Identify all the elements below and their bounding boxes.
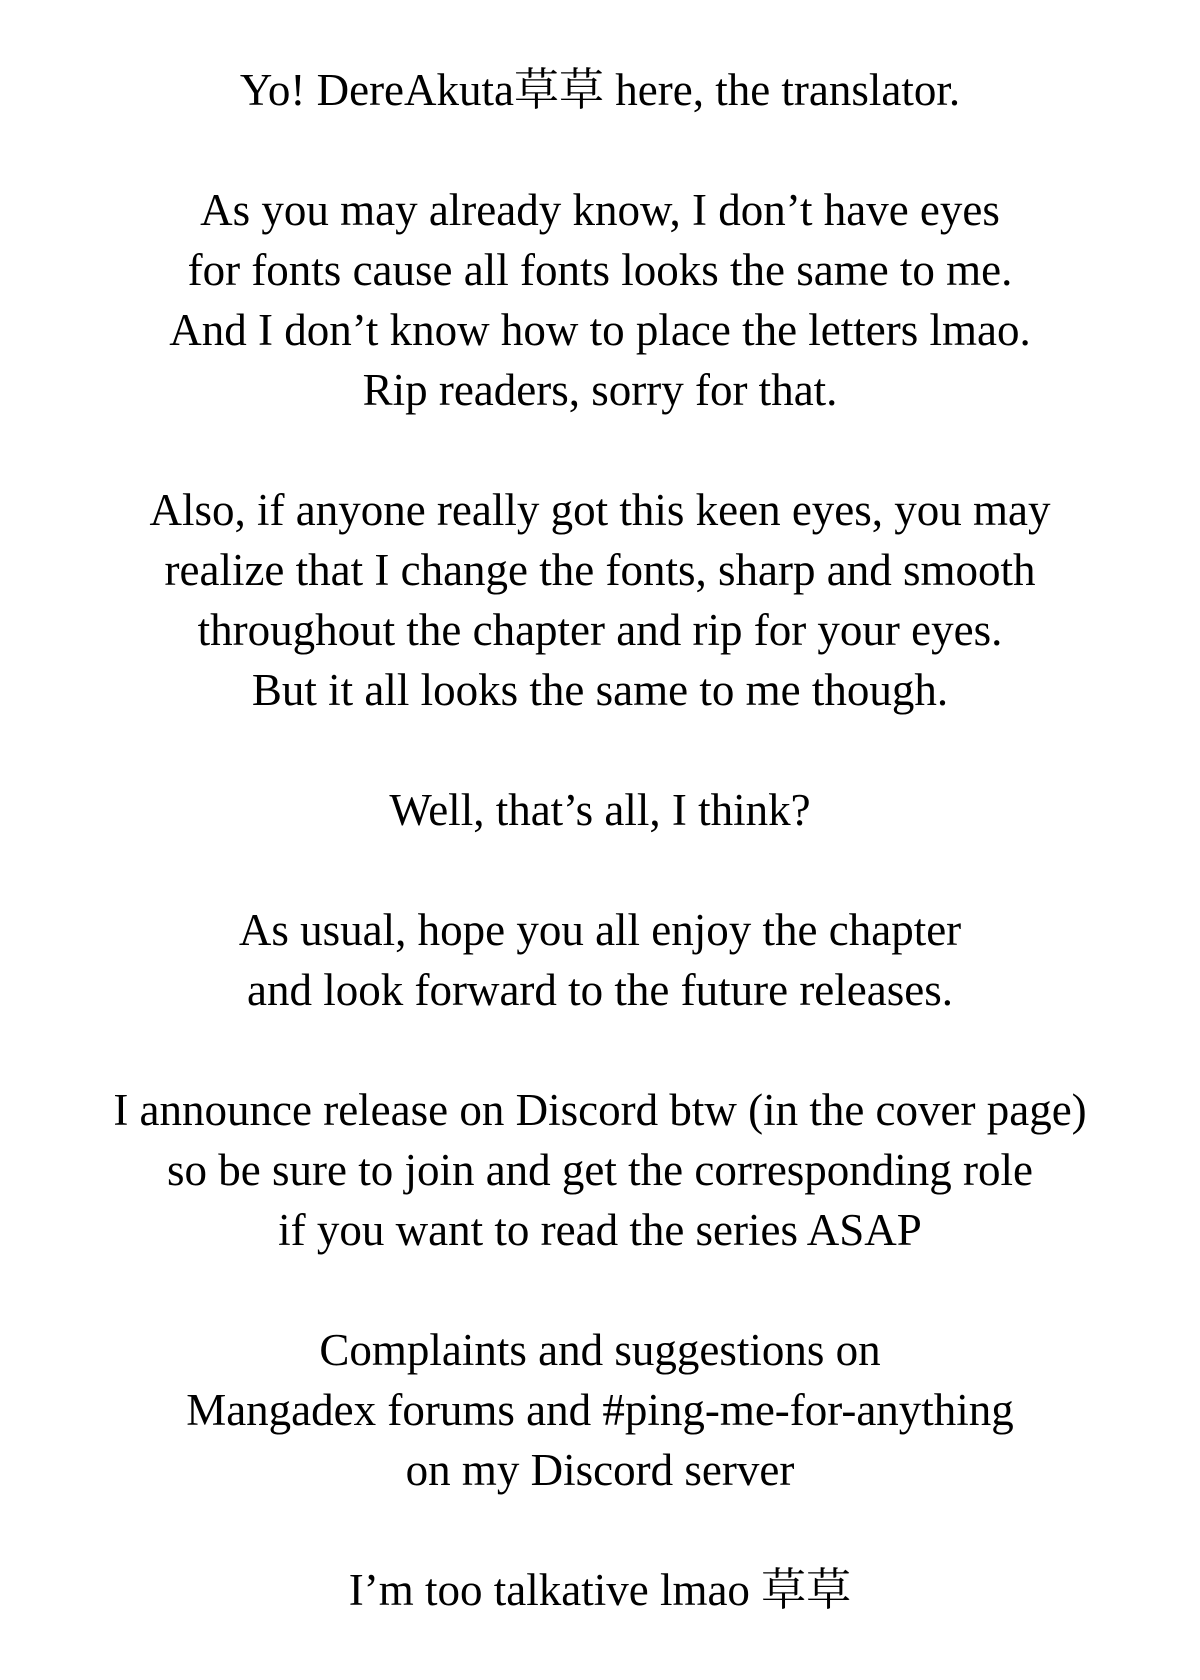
discord-paragraph-line-2: so be sure to join and get the corresponding role bbox=[166, 1145, 1034, 1195]
fonts-paragraph-line-1: As you may already know, I don’t have eyes bbox=[200, 185, 1000, 235]
complaints-paragraph-line-1: Complaints and suggestions on bbox=[319, 1325, 881, 1375]
keen-eyes-paragraph-line-4: But it all looks the same to me though. bbox=[251, 665, 949, 715]
discord-paragraph-line-1: I announce release on Discord btw (in the cover page) bbox=[113, 1085, 1087, 1135]
discord-paragraph-line-3: if you want to read the series ASAP bbox=[278, 1205, 922, 1255]
complaints-paragraph-line-2: Mangadex forums and #ping-me-for-anything bbox=[186, 1385, 1014, 1435]
fonts-paragraph-line-2: for fonts cause all fonts looks the same to me. bbox=[187, 245, 1013, 295]
thats-all-line: Well, that’s all, I think? bbox=[389, 785, 811, 835]
enjoy-paragraph-line-2: and look forward to the future releases. bbox=[247, 965, 953, 1015]
enjoy-paragraph-line-1: As usual, hope you all enjoy the chapter bbox=[238, 905, 962, 955]
keen-eyes-paragraph-line-1: Also, if anyone really got this keen eyes, you may bbox=[149, 485, 1051, 535]
keen-eyes-paragraph-line-3: throughout the chapter and rip for your eyes. bbox=[197, 605, 1003, 655]
fonts-paragraph-line-3: And I don’t know how to place the letters lmao. bbox=[169, 305, 1031, 355]
keen-eyes-paragraph-line-2: realize that I change the fonts, sharp and smooth bbox=[164, 545, 1036, 595]
greeting-line: Yo! DereAkuta草草 here, the translator. bbox=[239, 65, 961, 115]
fonts-paragraph-line-4: Rip readers, sorry for that. bbox=[362, 365, 838, 415]
complaints-paragraph-line-3: on my Discord server bbox=[405, 1445, 795, 1495]
closing-line: I’m too talkative lmao 草草 bbox=[348, 1565, 852, 1615]
